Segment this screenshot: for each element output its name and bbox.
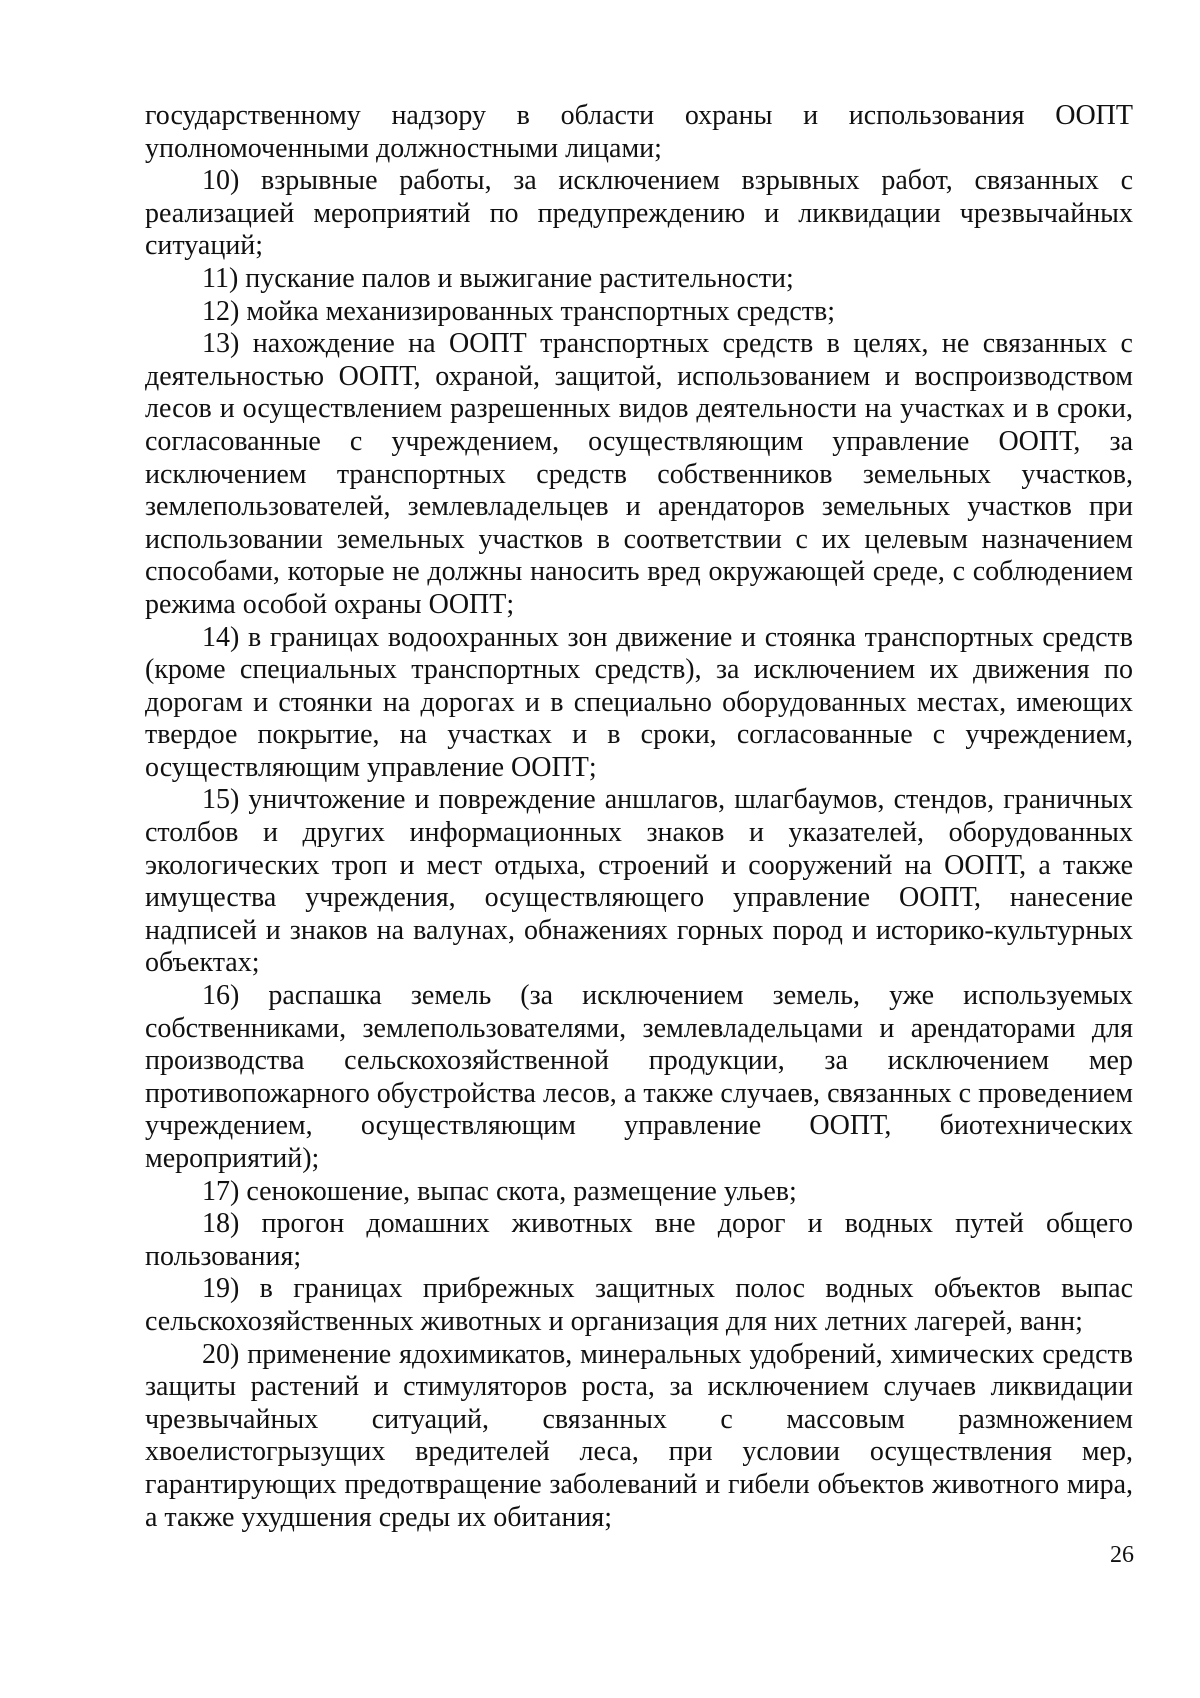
paragraph-item-14: 14) в границах водоохранных зон движение и стоянка транспортных средств (кроме специальных транспортных средств), за исключением их движения по дорогам и стоянки на дорогах и в специально оборудованных местах, имеющих твердое покрытие, на участках и в сроки, согласованные с учреждением, осуществляющим управление ООПТ; [145, 621, 1133, 783]
document-body [145, 100, 1133, 1534]
paragraph-item-12: 12) мойка механизированных транспортных средств; [202, 295, 836, 327]
paragraph-item-16: 16) распашка земель (за исключением земель, уже используемых собственниками, землепользователями, землевладельцами и арендаторами для производства сельскохозяйственной продукции, за исключением мер противопожарного обустройства лесов, а также случаев, связанных с проведением учреждением, осуществляющим управление ООПТ, биотехнических мероприятий); [145, 980, 1133, 1174]
paragraph-item-19: 19) в границах прибрежных защитных полос водных объектов выпас сельскохозяйственных животных и организация для них летних лагерей, ванн; [145, 1273, 1133, 1337]
page-number: 26 [1110, 1542, 1134, 1568]
paragraph-continuation: государственному надзору в области охраны и использования ООПТ уполномоченными должностными лицами; [145, 100, 1133, 164]
paragraph-item-10: 10) взрывные работы, за исключением взрывных работ, связанных с реализацией мероприятий по предупреждению и ликвидации чрезвычайных ситуаций; [145, 165, 1133, 262]
paragraph-item-18: 18) прогон домашних животных вне дорог и водных путей общего пользования; [145, 1208, 1133, 1272]
paragraph-item-20: 20) применение ядохимикатов, минеральных удобрений, химических средств защиты растений и стимуляторов роста, за исключением случаев ликвидации чрезвычайных ситуаций, связанных с массовым размножением хвоелистогрызущих вредителей леса, при условии осуществления мер, гарантирующих предотвращение заболеваний и гибели объектов животного мира, а также ухудшения среды их обитания; [145, 1338, 1133, 1533]
paragraph-item-11: 11) пускание палов и выжигание растительности; [202, 262, 794, 294]
paragraph-item-17: 17) сенокошение, выпас скота, размещение ульев; [202, 1175, 797, 1207]
paragraph-item-13: 13) нахождение на ООПТ транспортных средств в целях, не связанных с деятельностью ООПТ, охраной, защитой, использованием и воспроизводством лесов и осуществлением разрешенных видов деятельности на участках и в сроки, согласованные с учреждением, осуществляющим управление ООПТ, за исключением транспортных средств собственников земельных участков, землепользователей, землевладельцев и арендаторов земельных участков при использовании земельных участков в соответствии с их целевым назначением способами, которые не должны наносить вред окружающей среде, с соблюдением режима особой охраны ООПТ; [145, 328, 1133, 620]
paragraph-item-15: 15) уничтожение и повреждение аншлагов, шлагбаумов, стендов, граничных столбов и других информационных знаков и указателей, оборудованных экологических троп и мест отдыха, строений и сооружений на ООПТ, а также имущества учреждения, осуществляющего управление ООПТ, нанесение надписей и знаков на валунах, обнажениях горных пород и историко-культурных объектах; [145, 784, 1133, 979]
